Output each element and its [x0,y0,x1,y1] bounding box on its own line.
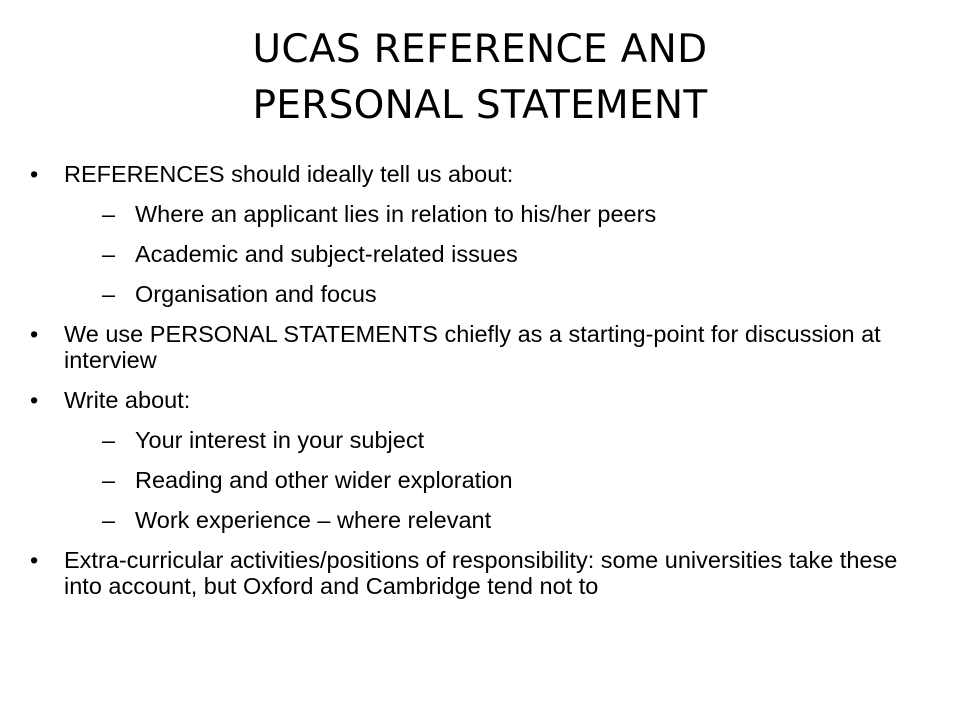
sub-item-text: Organisation and focus [135,281,377,307]
bullet-icon: • [30,547,39,573]
sub-item-organisation [30,281,910,307]
slide-body [30,161,910,613]
dash-icon: – [102,281,116,307]
sub-item-text: Your interest in your subject [135,427,425,453]
bullet-icon: • [30,387,39,413]
sub-item-text: Work experience – where relevant [135,507,492,533]
sub-item-reading [30,467,910,493]
sub-item-interest [30,427,910,453]
bullet-text: Write about: [64,387,191,413]
dash-icon: – [102,201,116,227]
dash-icon: – [102,427,116,453]
bullet-item-references [30,161,910,187]
sub-item-text: Reading and other wider exploration [135,467,513,493]
bullet-item-personal-statements [30,321,910,373]
dash-icon: – [102,507,116,533]
bullet-item-extra-curricular [30,547,910,599]
bullet-icon: • [30,321,39,347]
title-line-2: PERSONAL STATEMENT [252,83,708,128]
sub-item-peers [30,201,910,227]
bullet-icon: • [30,161,39,187]
sub-item-text: Academic and subject-related issues [135,241,518,267]
sub-item-academic [30,241,910,267]
bullet-item-write-about [30,387,910,413]
title-line-1: UCAS REFERENCE AND [252,27,708,72]
bullet-text: We use PERSONAL STATEMENTS chiefly as a starting-point for discussion at interview [64,321,881,373]
bullet-text: Extra-curricular activities/positions of responsibility: some universities take these into account, but Oxford and Cambridge tend not to [64,547,898,599]
sub-item-text: Where an applicant lies in relation to his/her peers [135,201,657,227]
slide-title [0,22,960,134]
dash-icon: – [102,241,116,267]
bullet-text: REFERENCES should ideally tell us about: [64,161,514,187]
dash-icon: – [102,467,116,493]
sub-item-work-experience [30,507,910,533]
